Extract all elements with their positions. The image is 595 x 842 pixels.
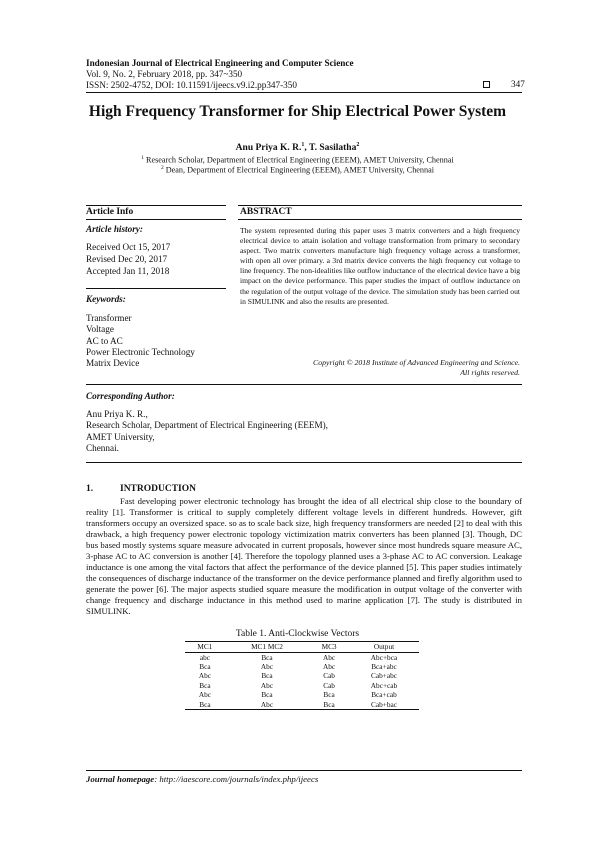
table-cell: Bca [199, 662, 211, 672]
author-1-sup: 1 [301, 142, 305, 148]
table-cell: Abc [260, 662, 274, 672]
table-row [185, 652, 419, 662]
affiliation-1-sup: 1 [141, 155, 144, 161]
keyword-item: Voltage [86, 324, 114, 334]
affiliation-2-sup: 2 [160, 165, 164, 171]
table-cell: Bca [323, 690, 335, 700]
table-cell: Bca [185, 699, 225, 709]
table-cell: Bca [261, 652, 273, 662]
table-cell: Abc [225, 699, 309, 709]
corresponding-heading: Corresponding Author: [86, 391, 175, 401]
page-box-icon [483, 81, 490, 88]
section-number: 1. [86, 484, 94, 494]
table-cell: Abc [198, 671, 211, 681]
abstract-text: The system represented during this paper uses 3 matrix converters and a high frequency electrical device to attain isolation and voltage transformation from primary to secondary aspect. Two matrix converters manufacture high frequency voltage across a transformer, with open all over primary. a 3rd matrix device converts the high frequency cut voltage to line frequency. The non-idealities like outflow inductance of the electrical device have a big impact on the device performance. This paper studies the impact of outflow inductance on the regulation of the output voltage of the device. The simulation study has been carried out in SIMULINK and also the results are presented. [240, 226, 520, 306]
table-cell: Abc+bca [370, 652, 398, 662]
history-heading: Article history: [86, 224, 143, 234]
table-cell: Abc [260, 680, 274, 690]
table-row [185, 690, 419, 699]
table-row [185, 671, 419, 680]
abstract-under-rule [238, 219, 522, 220]
keyword-item: Transformer [86, 313, 132, 323]
journal-homepage-link[interactable]: http://iaescore.com/journals/index.php/ijeecs [159, 774, 319, 784]
table-row [185, 699, 419, 709]
table-row [185, 681, 419, 690]
article-info-under-rule [86, 219, 226, 220]
corresponding-line: Chennai. [86, 443, 119, 453]
abstract-heading: ABSTRACT [240, 207, 292, 217]
journal-homepage [86, 774, 318, 784]
table-cell: Abc [198, 690, 211, 700]
paper-title: High Frequency Transformer for Ship Electrical Power System [88, 103, 507, 120]
affiliation-1-text: Research Scholar, Department of Electrical Engineering (EEEM), AMET University, Chennai [143, 155, 454, 165]
table-header-cell: MC1 [185, 642, 225, 653]
keyword-item: AC to AC [86, 336, 123, 346]
revised-date: Revised Dec 20, 2017 [86, 254, 168, 264]
table-cell: Abc+cab [370, 680, 398, 690]
table-cell: Bca [261, 671, 273, 681]
affiliation-2 [0, 165, 595, 175]
affiliation-2-text: Dean, Department of Electrical Engineering (EEEM), AMET University, Chennai [163, 165, 435, 175]
copyright-line-2: All rights reserved. [460, 368, 520, 377]
author-2-sup: 2 [356, 142, 360, 148]
table-cell: Abc [323, 652, 336, 662]
affiliation-1 [0, 155, 595, 165]
keywords-heading: Keywords: [86, 294, 126, 304]
keyword-item: Matrix Device [86, 358, 140, 368]
corresponding-line: AMET University, [86, 432, 155, 442]
received-date: Received Oct 15, 2017 [86, 242, 171, 252]
copyright-line-1: Copyright © 2018 Institute of Advanced Engineering and Science. [313, 358, 520, 367]
volume-info: Vol. 9, No. 2, February 2018, pp. 347~350 [86, 69, 243, 79]
table-cell: Abc [323, 662, 336, 672]
table-header-cell: Output [349, 642, 419, 653]
header-rule [86, 92, 522, 93]
table-cell: Bca [199, 680, 211, 690]
corresponding-line: Anu Priya K. R., [86, 409, 148, 419]
corresponding-rule [86, 384, 522, 385]
table-row [185, 662, 419, 671]
author-list [0, 142, 595, 153]
section-title: INTRODUCTION [120, 484, 197, 494]
table-header-cell: MC3 [309, 642, 349, 653]
author-1: Anu Priya K. R. [235, 143, 302, 154]
vectors-table [185, 641, 419, 710]
table-cell: Cab [323, 671, 335, 681]
accepted-date: Accepted Jan 11, 2018 [86, 266, 170, 276]
author-2: T. Sasilatha [308, 143, 357, 154]
table-cell: abc [199, 652, 210, 662]
introduction-heading [86, 484, 196, 494]
introduction-text: Fast developing power electronic technology has brought the idea of all electrical ship close to the boundary of reality [1]. Transformer is critical to supply completely different voltage levels in different hundreds. However, gift transformers occupy an oversized space. so as to scale back size, high frequency transformers are needed [2] to deal with this drawback, a high frequency power electronic topology victimization matrix converters has been planned [3]. Though, DC bus based mostly systems square measure advocated in current proposals, however since most hundreds square measure AC, 3-phase AC to AC conversion is another [4]. Therefore the topology planned uses a 3-phase AC to AC conversion. Leakage inductance is one among the vital factors that affect the performance of the device planned [5]. This paper studies intimately the consequences of discharge inductance of the transformer on the device performance planned and firefly algorithm used to generate the power [6]. The major aspects studied square measure the modification in output voltage of the converter with change frequency and discharge inductance in this method used to marine application [7]. The study is distributed in SIMULINK. [86, 496, 522, 617]
table-caption: Table 1. Anti-Clockwise Vectors [235, 629, 360, 639]
article-info-heading: Article Info [86, 207, 134, 217]
journal-name: Indonesian Journal of Electrical Engineering and Computer Science [86, 58, 354, 68]
footer-label: Journal homepage [86, 774, 155, 784]
issn-doi: ISSN: 2502-4752, DOI: 10.11591/ijeecs.v9.i2.pp347-350 [86, 80, 297, 90]
abstract-top-rule [238, 205, 522, 206]
page-number: 347 [511, 79, 525, 89]
table-cell: Cab [323, 680, 335, 690]
table-cell: Bca+abc [371, 662, 397, 672]
table-cell: Bca [309, 699, 349, 709]
table-cell: Cab+abc [370, 671, 397, 681]
article-info-top-rule [86, 205, 226, 206]
footer-rule [86, 770, 522, 771]
introduction-body [86, 496, 522, 618]
table-cell: Bca [261, 690, 273, 700]
table-cell: Bca+cab [371, 690, 397, 700]
footer-colon: : [154, 774, 160, 784]
table-cell: Cab+bac [349, 699, 419, 709]
author-separator: , [304, 143, 309, 154]
corresponding-line: Research Scholar, Department of Electrical Engineering (EEEM), [86, 420, 328, 430]
table-header-cell: MC1 MC2 [225, 642, 309, 653]
keyword-item: Power Electronic Technology [86, 347, 195, 357]
keywords-rule [86, 288, 226, 289]
front-matter-bottom-rule [86, 462, 522, 463]
table-header-row [185, 642, 419, 653]
